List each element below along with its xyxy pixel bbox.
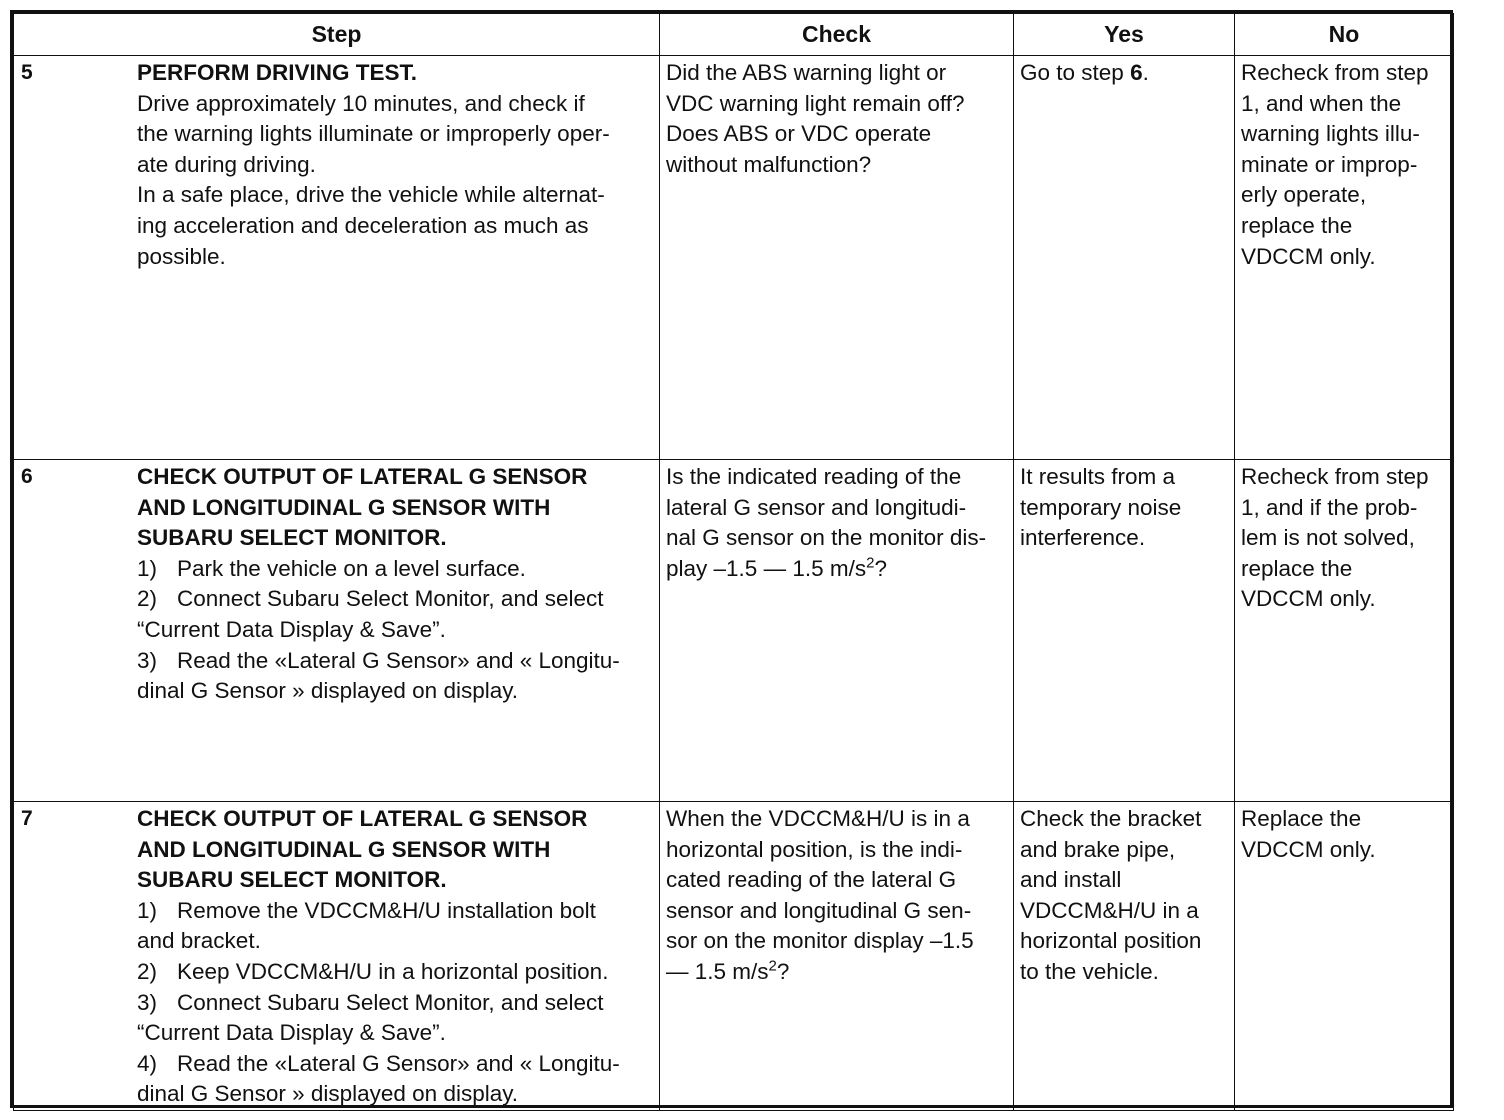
- step-list-item-number: 2): [137, 586, 158, 612]
- step-number: 6: [21, 465, 33, 488]
- step-list-item-text: Remove the VDCCM&H/U installation bolt: [177, 897, 596, 923]
- step-list-item-text: Park the vehicle on a level surface.: [177, 555, 526, 581]
- step-list-item-text: “Current Data Display & Save”.: [137, 616, 446, 642]
- step-list-item: [137, 896, 655, 957]
- step-list-item-number: 3): [137, 989, 158, 1015]
- yes-text-line: temporary noise: [1020, 494, 1182, 520]
- yes-cell: [1014, 802, 1235, 1111]
- step-list-item-text: Keep VDCCM&H/U in a horizontal position.: [177, 958, 609, 984]
- table-row-step-7: [14, 802, 1454, 1111]
- check-text-line: [666, 554, 1007, 585]
- no-text-line: 1, and if the prob-: [1241, 494, 1418, 520]
- check-text-line: sensor and longitudinal G sen-: [666, 897, 972, 923]
- yes-text-line: interference.: [1020, 525, 1146, 551]
- check-text-line: Does ABS or VDC operate: [666, 121, 932, 147]
- check-cell: [660, 56, 1014, 460]
- header-step: Step: [14, 14, 660, 56]
- step-text-line: ing acceleration and deceleration as much as: [137, 212, 589, 238]
- header-check: Check: [660, 14, 1014, 56]
- diagnostic-table: [13, 13, 1454, 1111]
- step-list-item-text: “Current Data Display & Save”.: [137, 1020, 446, 1046]
- yes-text-line: It results from a: [1020, 464, 1176, 489]
- no-text-line: lem is not solved,: [1241, 525, 1415, 551]
- step-list-item: [137, 988, 655, 1049]
- step-list-item-text: dinal G Sensor » displayed on display.: [137, 1081, 519, 1107]
- check-cell: [660, 460, 1014, 802]
- yes-cell: [1014, 56, 1235, 460]
- no-text-line: 1, and when the: [1241, 90, 1402, 116]
- check-text-line: Did the ABS warning light or: [666, 60, 947, 85]
- step-title-line: AND LONGITUDINAL G SENSOR WITH: [137, 494, 551, 520]
- no-text-line: warning lights illu-: [1241, 121, 1420, 147]
- step-text-line: ate during driving.: [137, 151, 316, 177]
- yes-text-line: and brake pipe,: [1020, 836, 1176, 862]
- check-text-line: lateral G sensor and longitudi-: [666, 494, 967, 520]
- step-title-line: CHECK OUTPUT OF LATERAL G SENSOR: [137, 464, 588, 489]
- step-list-item-text: Connect Subaru Select Monitor, and select: [177, 586, 604, 612]
- check-cell: [660, 802, 1014, 1111]
- step-title-line: CHECK OUTPUT OF LATERAL G SENSOR: [137, 806, 588, 831]
- step-list-item-text: Read the «Lateral G Sensor» and « Longitu-: [177, 1050, 620, 1076]
- no-cell: [1235, 56, 1454, 460]
- check-text-line: horizontal position, is the indi-: [666, 836, 963, 862]
- step-list-item: [137, 554, 655, 585]
- yes-step-ref: 6: [1130, 60, 1143, 85]
- check-question-mark: ?: [874, 555, 887, 581]
- step-title-line: SUBARU SELECT MONITOR.: [137, 867, 447, 893]
- table-header-row: [14, 14, 1454, 56]
- table-row-step-5: [14, 56, 1454, 460]
- step-text-line: the warning lights illuminate or improperly oper-: [137, 121, 610, 147]
- check-range-text: — 1.5 m/s: [666, 958, 769, 984]
- step-list-item-number: 1): [137, 555, 158, 581]
- no-text-line: minate or improp-: [1241, 151, 1418, 177]
- yes-cell: [1014, 460, 1235, 802]
- step-list-item-text: Connect Subaru Select Monitor, and select: [177, 989, 604, 1015]
- no-text-line: replace the: [1241, 555, 1353, 581]
- step-list-item-number: 1): [137, 897, 158, 923]
- step-text-line: possible.: [137, 243, 226, 269]
- check-unit-exponent: 2: [768, 957, 777, 975]
- step-text-line: Drive approximately 10 minutes, and check if: [137, 90, 585, 116]
- step-list-item: [137, 646, 655, 707]
- header-no: No: [1235, 14, 1454, 56]
- step-list-item: [137, 1049, 655, 1110]
- check-question-mark: ?: [776, 958, 790, 984]
- step-text-line: In a safe place, drive the vehicle while alternat-: [137, 182, 605, 208]
- yes-text-line: [1020, 58, 1228, 89]
- step-list-item-text: dinal G Sensor » displayed on display.: [137, 678, 519, 704]
- table-row-step-6: [14, 460, 1454, 802]
- yes-text-line: VDCCM&H/U in a: [1020, 897, 1199, 923]
- yes-suffix: .: [1142, 60, 1149, 85]
- check-text-line: When the VDCCM&H/U is in a: [666, 806, 970, 831]
- no-text-line: erly operate,: [1241, 182, 1367, 208]
- step-list-item-number: 2): [137, 958, 158, 984]
- yes-text-line: to the vehicle.: [1020, 958, 1159, 984]
- step-cell: [14, 460, 660, 802]
- header-yes: Yes: [1014, 14, 1235, 56]
- step-list-item-text: Read the «Lateral G Sensor» and « Longitu-: [177, 647, 620, 673]
- step-title: PERFORM DRIVING TEST.: [137, 60, 418, 85]
- step-list-item-text: and bracket.: [137, 928, 261, 954]
- check-unit-exponent: 2: [866, 554, 875, 572]
- no-cell: [1235, 802, 1454, 1111]
- check-text-line: Is the indicated reading of the: [666, 464, 962, 489]
- check-text-line: [666, 957, 1007, 988]
- yes-text-line: and install: [1020, 867, 1122, 893]
- check-text-line: cated reading of the lateral G: [666, 867, 957, 893]
- step-cell: [14, 56, 660, 460]
- no-text-line: VDCCM only.: [1241, 243, 1376, 269]
- step-body: [137, 804, 655, 1110]
- diagnostic-table-frame: [10, 10, 1453, 1108]
- step-body: [137, 462, 655, 707]
- step-number: 5: [21, 61, 33, 84]
- step-cell: [14, 802, 660, 1111]
- no-text-line: VDCCM only.: [1241, 586, 1376, 612]
- no-text-line: VDCCM only.: [1241, 836, 1376, 862]
- no-text-line: Recheck from step: [1241, 464, 1429, 489]
- step-title-line: SUBARU SELECT MONITOR.: [137, 525, 447, 551]
- step-list-item: [137, 584, 655, 645]
- no-text-line: Replace the: [1241, 806, 1362, 831]
- check-text-line: VDC warning light remain off?: [666, 90, 965, 116]
- step-title-line: AND LONGITUDINAL G SENSOR WITH: [137, 836, 551, 862]
- yes-text-line: Check the bracket: [1020, 806, 1202, 831]
- step-body: [137, 58, 655, 272]
- no-cell: [1235, 460, 1454, 802]
- step-list-item-number: 3): [137, 647, 158, 673]
- check-range-text: play –1.5 — 1.5 m/s: [666, 555, 867, 581]
- step-number: 7: [21, 807, 33, 830]
- no-text-line: Recheck from step: [1241, 60, 1429, 85]
- no-text-line: replace the: [1241, 212, 1353, 238]
- check-text-line: nal G sensor on the monitor dis-: [666, 525, 987, 551]
- yes-prefix: Go to step: [1020, 60, 1131, 85]
- step-list-item: [137, 957, 655, 988]
- check-text-line: without malfunction?: [666, 151, 872, 177]
- step-list-item-number: 4): [137, 1050, 158, 1076]
- yes-text-line: horizontal position: [1020, 928, 1202, 954]
- check-text-line: sor on the monitor display –1.5: [666, 928, 974, 954]
